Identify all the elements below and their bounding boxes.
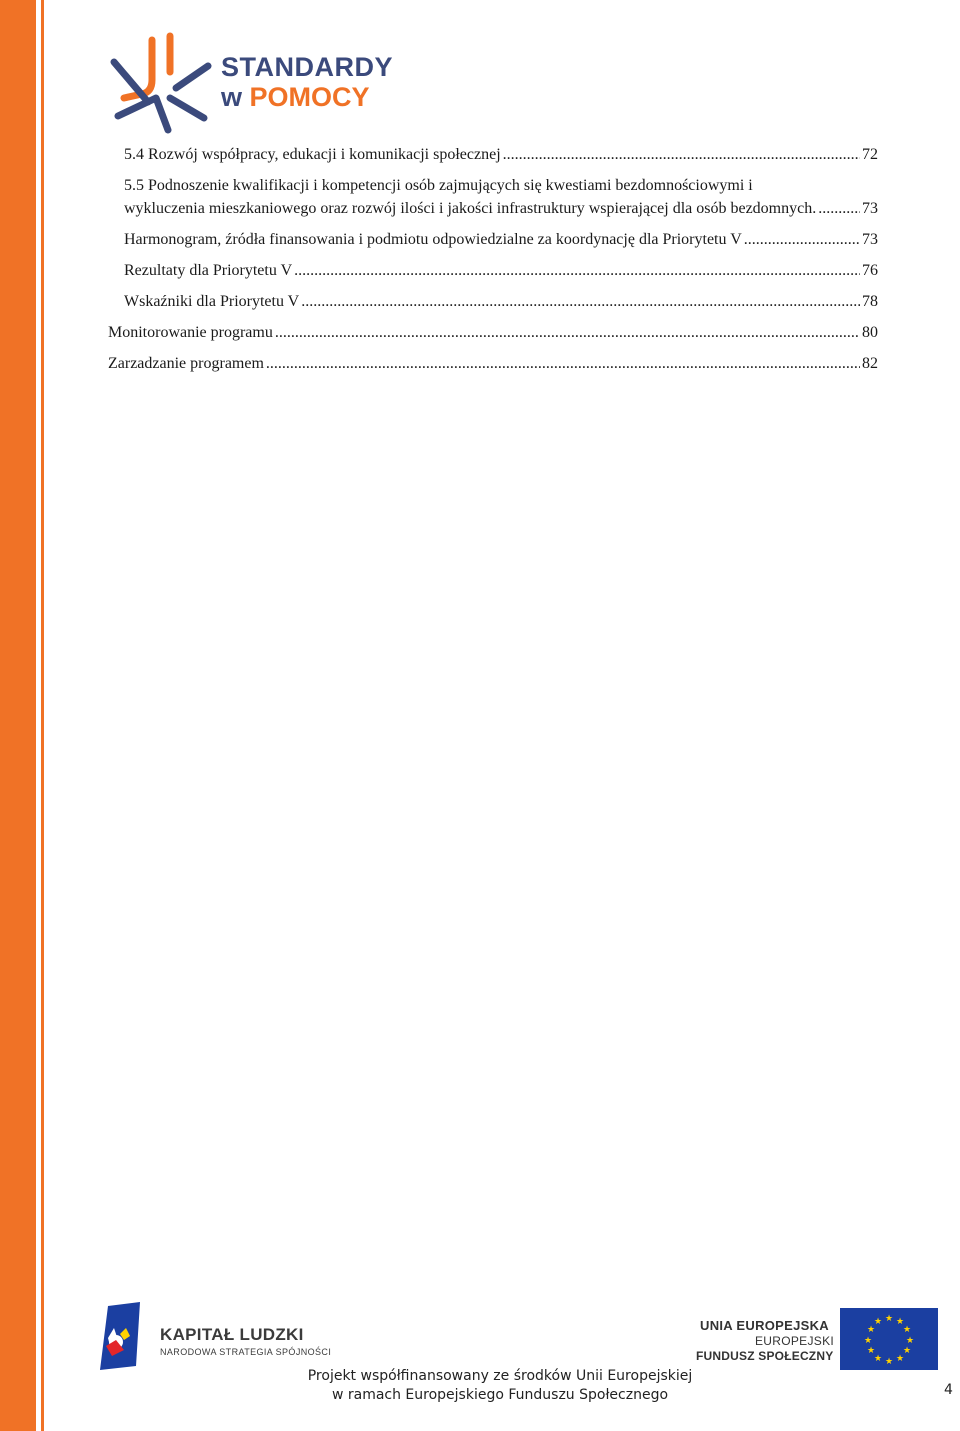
toc-entry-label: Harmonogram, źródła finansowania i podmiotu odpowiedzialne za koordynację dla Priorytetu V xyxy=(124,231,742,248)
toc-entry-page: 80 xyxy=(862,324,878,341)
svg-text:★: ★ xyxy=(884,1314,894,1324)
toc-entry-line-1[interactable]: 5.5 Podnoszenie kwalifikacji i kompetencji osób zajmujących się kwestiami bezdomnościowymi i xyxy=(124,177,753,194)
toc-entry[interactable] xyxy=(124,146,878,164)
toc-entry[interactable] xyxy=(108,324,878,342)
eu-line-1: UNIA EUROPEJSKA xyxy=(700,1318,829,1333)
toc-entry-label: Wskaźniki dla Priorytetu V xyxy=(124,293,300,310)
toc-leader-dots xyxy=(301,293,860,311)
toc-entry[interactable] xyxy=(124,231,878,249)
toc-entry-page: 76 xyxy=(862,262,878,279)
toc-entry-label: 5.4 Rozwój współpracy, edukacji i komunikacji społecznej xyxy=(124,146,501,163)
svg-text:★: ★ xyxy=(905,1336,915,1346)
svg-text:★: ★ xyxy=(895,1317,905,1327)
kapital-ludzki-title: KAPITAŁ LUDZKI xyxy=(160,1325,304,1344)
toc-entry-label: Zarzadzanie programem xyxy=(108,355,264,372)
toc-entry-label: Rezultaty dla Priorytetu V xyxy=(124,262,293,279)
svg-text:★: ★ xyxy=(902,1346,912,1356)
toc-entry[interactable] xyxy=(108,355,878,373)
footer-project-line-2: w ramach Europejskiego Funduszu Społecznego xyxy=(331,1387,669,1403)
logo-word-w: w xyxy=(221,82,243,112)
toc-entry-page: 72 xyxy=(862,146,878,163)
toc-leader-dots xyxy=(294,262,860,280)
svg-text:★: ★ xyxy=(873,1317,883,1327)
kapital-ludzki-logo-icon xyxy=(96,1300,144,1372)
toc-entry-label: wykluczenia mieszkaniowego oraz rozwój ilości i jakości infrastruktury wspierającej dla osób bezdomnych. xyxy=(124,200,817,217)
left-orange-bar xyxy=(0,0,36,1431)
toc-entry-page: 78 xyxy=(862,293,878,310)
toc-leader-dots xyxy=(744,231,860,249)
logo-word-standardy: STANDARDY xyxy=(221,52,393,82)
svg-text:★: ★ xyxy=(873,1354,883,1364)
toc-entry[interactable] xyxy=(124,262,878,280)
toc-leader-dots xyxy=(275,324,860,342)
eu-line-3: FUNDUSZ SPOŁECZNY xyxy=(696,1349,834,1363)
toc-entry[interactable] xyxy=(124,200,878,218)
svg-text:★: ★ xyxy=(884,1357,894,1367)
toc-entry[interactable] xyxy=(124,293,878,311)
svg-text:★: ★ xyxy=(863,1336,873,1346)
logo-word-pomocy: POMOCY xyxy=(249,82,370,112)
svg-text:★: ★ xyxy=(866,1346,876,1356)
toc-leader-dots xyxy=(266,355,860,373)
toc-leader-dots xyxy=(818,200,860,218)
eu-line-2: EUROPEJSKI xyxy=(755,1334,835,1348)
left-orange-line xyxy=(41,0,44,1431)
toc-entry-page: 82 xyxy=(862,355,878,372)
toc-entry-page: 73 xyxy=(862,231,878,248)
toc-entry-label: Monitorowanie programu xyxy=(108,324,273,341)
svg-text:★: ★ xyxy=(866,1325,876,1335)
svg-text:★: ★ xyxy=(895,1354,905,1364)
footer-project-line-1: Projekt współfinansowany ze środków Unii Europejskiej xyxy=(307,1368,693,1384)
eu-flag-icon xyxy=(840,1308,938,1370)
svg-text:★: ★ xyxy=(902,1325,912,1335)
logo-word-w-pomocy xyxy=(221,84,370,111)
kapital-ludzki-subtitle: NARODOWA STRATEGIA SPÓJNOŚCI xyxy=(160,1347,332,1357)
page-number: 4 xyxy=(944,1382,953,1398)
toc-leader-dots xyxy=(503,146,860,164)
toc-entry-page: 73 xyxy=(862,200,878,217)
